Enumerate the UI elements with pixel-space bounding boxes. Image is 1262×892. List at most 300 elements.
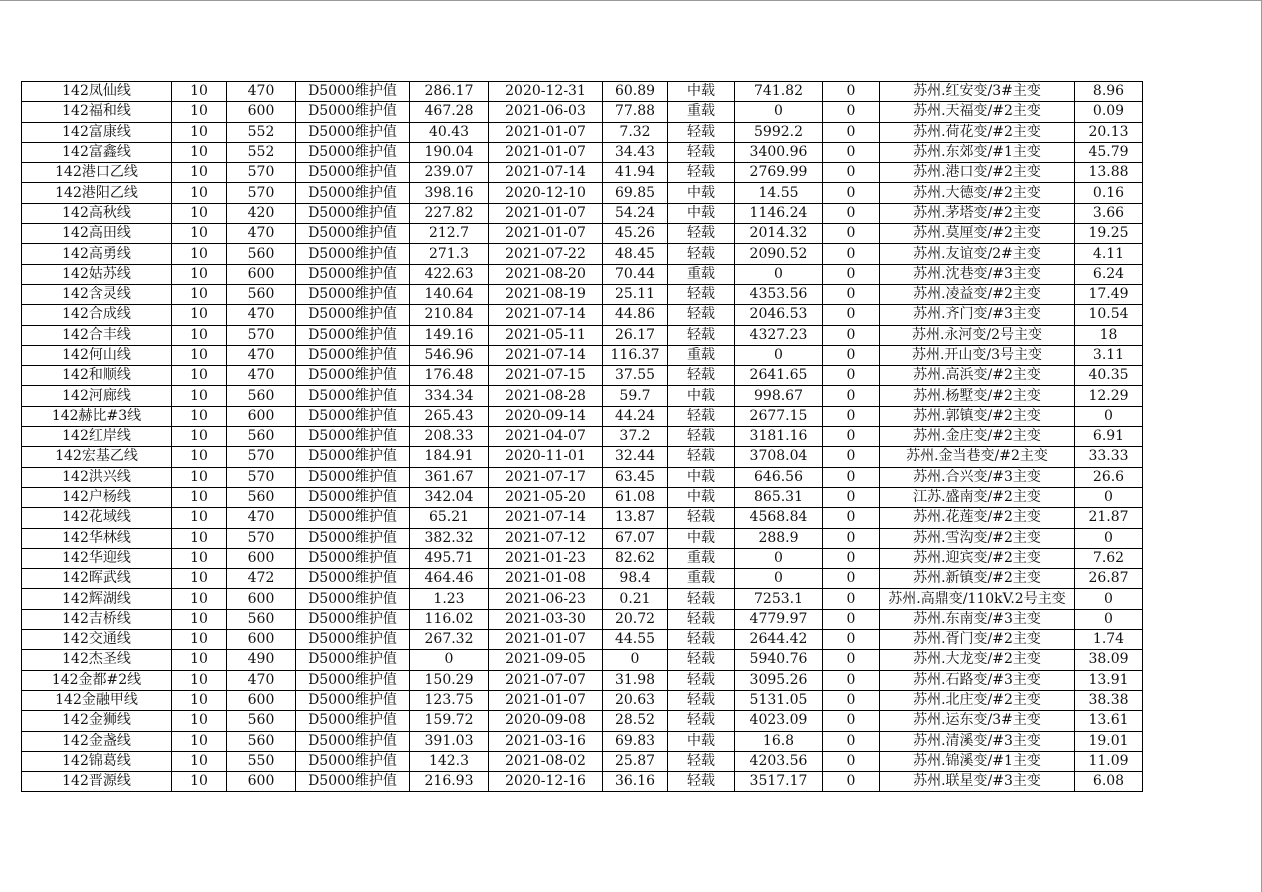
flag-cell: 0: [823, 203, 880, 223]
data-source-cell: D5000维护值: [296, 569, 410, 589]
value-cell: 3.66: [1075, 203, 1143, 223]
date-cell: 2021-01-07: [489, 122, 603, 142]
data-source-cell: D5000维护值: [296, 690, 410, 710]
feeder-load-table: [21, 81, 1143, 792]
data-source-cell: D5000维护值: [296, 650, 410, 670]
date-cell: 2020-09-08: [489, 711, 603, 731]
value-cell: 19.25: [1075, 224, 1143, 244]
load-level-cell: 轻载: [668, 284, 735, 304]
voltage-cell: 10: [172, 82, 227, 102]
table-row: [22, 731, 1143, 751]
value-cell: 13.88: [1075, 163, 1143, 183]
date-cell: 2020-11-01: [489, 447, 603, 467]
voltage-cell: 10: [172, 366, 227, 386]
capacity-margin-cell: 3517.17: [735, 772, 823, 792]
date-cell: 2020-12-16: [489, 772, 603, 792]
value-cell: 17.49: [1075, 284, 1143, 304]
substation-transformer-cell: 苏州.茅塔变/#2主变: [880, 203, 1075, 223]
capacity-margin-cell: 4203.56: [735, 751, 823, 771]
rated-current-cell: 420: [227, 203, 296, 223]
current-value-cell: 212.7: [410, 224, 489, 244]
date-cell: 2021-03-16: [489, 731, 603, 751]
capacity-margin-cell: 998.67: [735, 386, 823, 406]
flag-cell: 0: [823, 284, 880, 304]
load-level-cell: 轻载: [668, 122, 735, 142]
load-level-cell: 轻载: [668, 305, 735, 325]
voltage-cell: 10: [172, 650, 227, 670]
voltage-cell: 10: [172, 731, 227, 751]
load-level-cell: 轻载: [668, 670, 735, 690]
current-value-cell: 239.07: [410, 163, 489, 183]
load-rate-cell: 48.45: [603, 244, 668, 264]
date-cell: 2021-07-22: [489, 244, 603, 264]
voltage-cell: 10: [172, 305, 227, 325]
line-name-cell: 142高秋线: [22, 203, 172, 223]
line-name-cell: 142高田线: [22, 224, 172, 244]
capacity-margin-cell: 2644.42: [735, 630, 823, 650]
table-row: [22, 345, 1143, 365]
data-source-cell: D5000维护值: [296, 163, 410, 183]
table-row: [22, 406, 1143, 426]
capacity-margin-cell: 646.56: [735, 467, 823, 487]
load-rate-cell: 116.37: [603, 345, 668, 365]
date-cell: 2021-01-07: [489, 142, 603, 162]
rated-current-cell: 600: [227, 690, 296, 710]
load-level-cell: 轻载: [668, 224, 735, 244]
substation-transformer-cell: 苏州.金当巷变/#2主变: [880, 447, 1075, 467]
rated-current-cell: 570: [227, 447, 296, 467]
current-value-cell: 267.32: [410, 630, 489, 650]
data-source-cell: D5000维护值: [296, 731, 410, 751]
rated-current-cell: 470: [227, 345, 296, 365]
voltage-cell: 10: [172, 487, 227, 507]
table-row: [22, 386, 1143, 406]
table-row: [22, 224, 1143, 244]
line-name-cell: 142港口乙线: [22, 163, 172, 183]
load-level-cell: 轻载: [668, 447, 735, 467]
date-cell: 2021-08-19: [489, 284, 603, 304]
capacity-margin-cell: 4568.84: [735, 508, 823, 528]
value-cell: 13.91: [1075, 670, 1143, 690]
rated-current-cell: 600: [227, 548, 296, 568]
line-name-cell: 142合丰线: [22, 325, 172, 345]
flag-cell: 0: [823, 751, 880, 771]
rated-current-cell: 570: [227, 528, 296, 548]
load-level-cell: 轻载: [668, 772, 735, 792]
load-level-cell: 重载: [668, 345, 735, 365]
current-value-cell: 495.71: [410, 548, 489, 568]
current-value-cell: 398.16: [410, 183, 489, 203]
table-row: [22, 569, 1143, 589]
voltage-cell: 10: [172, 163, 227, 183]
data-source-cell: D5000维护值: [296, 305, 410, 325]
line-name-cell: 142户杨线: [22, 487, 172, 507]
voltage-cell: 10: [172, 548, 227, 568]
table-row: [22, 264, 1143, 284]
flag-cell: 0: [823, 670, 880, 690]
data-source-cell: D5000维护值: [296, 528, 410, 548]
load-rate-cell: 82.62: [603, 548, 668, 568]
load-level-cell: 轻载: [668, 630, 735, 650]
date-cell: 2021-01-07: [489, 203, 603, 223]
substation-transformer-cell: 苏州.雪沟变/#2主变: [880, 528, 1075, 548]
rated-current-cell: 560: [227, 711, 296, 731]
voltage-cell: 10: [172, 711, 227, 731]
value-cell: 18: [1075, 325, 1143, 345]
value-cell: 0: [1075, 528, 1143, 548]
data-source-cell: D5000维护值: [296, 224, 410, 244]
value-cell: 21.87: [1075, 508, 1143, 528]
capacity-margin-cell: 5992.2: [735, 122, 823, 142]
table-row: [22, 427, 1143, 447]
table-row: [22, 325, 1143, 345]
capacity-margin-cell: 2677.15: [735, 406, 823, 426]
rated-current-cell: 560: [227, 609, 296, 629]
load-rate-cell: 41.94: [603, 163, 668, 183]
date-cell: 2021-01-07: [489, 224, 603, 244]
data-source-cell: D5000维护值: [296, 284, 410, 304]
flag-cell: 0: [823, 731, 880, 751]
flag-cell: 0: [823, 487, 880, 507]
substation-transformer-cell: 苏州.东南变/#3主变: [880, 609, 1075, 629]
flag-cell: 0: [823, 224, 880, 244]
data-source-cell: D5000维护值: [296, 751, 410, 771]
date-cell: 2021-09-05: [489, 650, 603, 670]
rated-current-cell: 470: [227, 366, 296, 386]
rated-current-cell: 470: [227, 82, 296, 102]
voltage-cell: 10: [172, 284, 227, 304]
load-rate-cell: 37.55: [603, 366, 668, 386]
rated-current-cell: 570: [227, 325, 296, 345]
capacity-margin-cell: 5940.76: [735, 650, 823, 670]
capacity-margin-cell: 4327.23: [735, 325, 823, 345]
data-source-cell: D5000维护值: [296, 122, 410, 142]
value-cell: 3.11: [1075, 345, 1143, 365]
load-rate-cell: 63.45: [603, 467, 668, 487]
voltage-cell: 10: [172, 122, 227, 142]
load-rate-cell: 25.11: [603, 284, 668, 304]
current-value-cell: 208.33: [410, 427, 489, 447]
substation-transformer-cell: 苏州.迎宾变/#2主变: [880, 548, 1075, 568]
current-value-cell: 149.16: [410, 325, 489, 345]
current-value-cell: 184.91: [410, 447, 489, 467]
table-row: [22, 305, 1143, 325]
flag-cell: 0: [823, 589, 880, 609]
current-value-cell: 150.29: [410, 670, 489, 690]
load-rate-cell: 36.16: [603, 772, 668, 792]
load-rate-cell: 13.87: [603, 508, 668, 528]
load-level-cell: 轻载: [668, 427, 735, 447]
load-level-cell: 轻载: [668, 650, 735, 670]
value-cell: 6.08: [1075, 772, 1143, 792]
load-level-cell: 轻载: [668, 142, 735, 162]
voltage-cell: 10: [172, 224, 227, 244]
table-row: [22, 163, 1143, 183]
substation-transformer-cell: 苏州.合兴变/#3主变: [880, 467, 1075, 487]
line-name-cell: 142高勇线: [22, 244, 172, 264]
flag-cell: 0: [823, 244, 880, 264]
current-value-cell: 142.3: [410, 751, 489, 771]
flag-cell: 0: [823, 163, 880, 183]
current-value-cell: 342.04: [410, 487, 489, 507]
current-value-cell: 1.23: [410, 589, 489, 609]
current-value-cell: 116.02: [410, 609, 489, 629]
rated-current-cell: 600: [227, 102, 296, 122]
load-level-cell: 中载: [668, 183, 735, 203]
table-row: [22, 244, 1143, 264]
date-cell: 2021-07-07: [489, 670, 603, 690]
date-cell: 2021-01-07: [489, 630, 603, 650]
capacity-margin-cell: 3400.96: [735, 142, 823, 162]
data-source-cell: D5000维护值: [296, 244, 410, 264]
substation-transformer-cell: 苏州.永河变/2号主变: [880, 325, 1075, 345]
data-source-cell: D5000维护值: [296, 82, 410, 102]
capacity-margin-cell: 2046.53: [735, 305, 823, 325]
value-cell: 0.16: [1075, 183, 1143, 203]
line-name-cell: 142富康线: [22, 122, 172, 142]
capacity-margin-cell: 3708.04: [735, 447, 823, 467]
line-name-cell: 142金融甲线: [22, 690, 172, 710]
value-cell: 0: [1075, 609, 1143, 629]
load-level-cell: 重载: [668, 102, 735, 122]
load-rate-cell: 28.52: [603, 711, 668, 731]
load-rate-cell: 7.32: [603, 122, 668, 142]
capacity-margin-cell: 0: [735, 569, 823, 589]
load-level-cell: 轻载: [668, 508, 735, 528]
flag-cell: 0: [823, 528, 880, 548]
table-row: [22, 447, 1143, 467]
value-cell: 11.09: [1075, 751, 1143, 771]
flag-cell: 0: [823, 569, 880, 589]
substation-transformer-cell: 苏州.莫厘变/#2主变: [880, 224, 1075, 244]
data-source-cell: D5000维护值: [296, 508, 410, 528]
table-row: [22, 467, 1143, 487]
substation-transformer-cell: 苏州.花莲变/#2主变: [880, 508, 1075, 528]
date-cell: 2020-09-14: [489, 406, 603, 426]
capacity-margin-cell: 4779.97: [735, 609, 823, 629]
value-cell: 38.38: [1075, 690, 1143, 710]
load-rate-cell: 0: [603, 650, 668, 670]
load-rate-cell: 98.4: [603, 569, 668, 589]
value-cell: 45.79: [1075, 142, 1143, 162]
date-cell: 2021-01-07: [489, 690, 603, 710]
data-source-cell: D5000维护值: [296, 589, 410, 609]
load-level-cell: 轻载: [668, 325, 735, 345]
rated-current-cell: 470: [227, 224, 296, 244]
value-cell: 20.13: [1075, 122, 1143, 142]
data-source-cell: D5000维护值: [296, 427, 410, 447]
date-cell: 2021-04-07: [489, 427, 603, 447]
line-name-cell: 142晖武线: [22, 569, 172, 589]
load-rate-cell: 60.89: [603, 82, 668, 102]
data-source-cell: D5000维护值: [296, 183, 410, 203]
load-rate-cell: 54.24: [603, 203, 668, 223]
table-row: [22, 102, 1143, 122]
substation-transformer-cell: 苏州.开山变/3号主变: [880, 345, 1075, 365]
capacity-margin-cell: 1146.24: [735, 203, 823, 223]
load-level-cell: 重载: [668, 569, 735, 589]
table-row: [22, 122, 1143, 142]
rated-current-cell: 470: [227, 508, 296, 528]
value-cell: 10.54: [1075, 305, 1143, 325]
rated-current-cell: 560: [227, 284, 296, 304]
line-name-cell: 142吉桥线: [22, 609, 172, 629]
flag-cell: 0: [823, 325, 880, 345]
line-name-cell: 142花域线: [22, 508, 172, 528]
load-rate-cell: 69.85: [603, 183, 668, 203]
flag-cell: 0: [823, 548, 880, 568]
load-level-cell: 轻载: [668, 406, 735, 426]
capacity-margin-cell: 14.55: [735, 183, 823, 203]
page-border-top: [0, 0, 1262, 1]
date-cell: 2021-07-14: [489, 163, 603, 183]
line-name-cell: 142合成线: [22, 305, 172, 325]
date-cell: 2021-07-15: [489, 366, 603, 386]
value-cell: 0: [1075, 487, 1143, 507]
value-cell: 40.35: [1075, 366, 1143, 386]
line-name-cell: 142何山线: [22, 345, 172, 365]
table-row: [22, 630, 1143, 650]
value-cell: 0: [1075, 589, 1143, 609]
load-rate-cell: 20.63: [603, 690, 668, 710]
voltage-cell: 10: [172, 406, 227, 426]
load-level-cell: 轻载: [668, 609, 735, 629]
flag-cell: 0: [823, 406, 880, 426]
capacity-margin-cell: 2014.32: [735, 224, 823, 244]
voltage-cell: 10: [172, 772, 227, 792]
load-rate-cell: 25.87: [603, 751, 668, 771]
substation-transformer-cell: 苏州.大德变/#2主变: [880, 183, 1075, 203]
data-source-cell: D5000维护值: [296, 203, 410, 223]
substation-transformer-cell: 苏州.东郊变/#1主变: [880, 142, 1075, 162]
capacity-margin-cell: 2641.65: [735, 366, 823, 386]
data-source-cell: D5000维护值: [296, 102, 410, 122]
date-cell: 2021-08-20: [489, 264, 603, 284]
substation-transformer-cell: 苏州.锦溪变/#1主变: [880, 751, 1075, 771]
date-cell: 2021-07-12: [489, 528, 603, 548]
substation-transformer-cell: 江苏.盛南变/#2主变: [880, 487, 1075, 507]
flag-cell: 0: [823, 711, 880, 731]
current-value-cell: 464.46: [410, 569, 489, 589]
line-name-cell: 142含灵线: [22, 284, 172, 304]
current-value-cell: 0: [410, 650, 489, 670]
line-name-cell: 142洪兴线: [22, 467, 172, 487]
capacity-margin-cell: 0: [735, 548, 823, 568]
rated-current-cell: 560: [227, 731, 296, 751]
date-cell: 2021-01-08: [489, 569, 603, 589]
load-level-cell: 中载: [668, 528, 735, 548]
table-row: [22, 609, 1143, 629]
voltage-cell: 10: [172, 102, 227, 122]
capacity-margin-cell: 4023.09: [735, 711, 823, 731]
load-rate-cell: 26.17: [603, 325, 668, 345]
rated-current-cell: 470: [227, 305, 296, 325]
current-value-cell: 391.03: [410, 731, 489, 751]
load-level-cell: 中载: [668, 203, 735, 223]
line-name-cell: 142富鑫线: [22, 142, 172, 162]
load-rate-cell: 77.88: [603, 102, 668, 122]
table-row: [22, 142, 1143, 162]
rated-current-cell: 490: [227, 650, 296, 670]
load-rate-cell: 44.86: [603, 305, 668, 325]
voltage-cell: 10: [172, 264, 227, 284]
substation-transformer-cell: 苏州.郭镇变/#2主变: [880, 406, 1075, 426]
table-row: [22, 487, 1143, 507]
line-name-cell: 142河廊线: [22, 386, 172, 406]
value-cell: 19.01: [1075, 731, 1143, 751]
date-cell: 2021-05-11: [489, 325, 603, 345]
load-rate-cell: 37.2: [603, 427, 668, 447]
data-source-cell: D5000维护值: [296, 366, 410, 386]
substation-transformer-cell: 苏州.友谊变/2#主变: [880, 244, 1075, 264]
line-name-cell: 142港阳乙线: [22, 183, 172, 203]
rated-current-cell: 570: [227, 467, 296, 487]
voltage-cell: 10: [172, 751, 227, 771]
voltage-cell: 10: [172, 203, 227, 223]
data-source-cell: D5000维护值: [296, 548, 410, 568]
table-row: [22, 772, 1143, 792]
capacity-margin-cell: 4353.56: [735, 284, 823, 304]
value-cell: 6.24: [1075, 264, 1143, 284]
current-value-cell: 123.75: [410, 690, 489, 710]
substation-transformer-cell: 苏州.北庄变/#2主变: [880, 690, 1075, 710]
rated-current-cell: 600: [227, 772, 296, 792]
table-row: [22, 670, 1143, 690]
data-source-cell: D5000维护值: [296, 467, 410, 487]
load-rate-cell: 44.24: [603, 406, 668, 426]
substation-transformer-cell: 苏州.清溪变/#3主变: [880, 731, 1075, 751]
current-value-cell: 265.43: [410, 406, 489, 426]
capacity-margin-cell: 0: [735, 102, 823, 122]
capacity-margin-cell: 16.8: [735, 731, 823, 751]
flag-cell: 0: [823, 772, 880, 792]
data-source-cell: D5000维护值: [296, 142, 410, 162]
data-source-cell: D5000维护值: [296, 325, 410, 345]
capacity-margin-cell: 2769.99: [735, 163, 823, 183]
value-cell: 38.09: [1075, 650, 1143, 670]
substation-transformer-cell: 苏州.高鼎变/110kV.2号主变: [880, 589, 1075, 609]
voltage-cell: 10: [172, 609, 227, 629]
line-name-cell: 142杰圣线: [22, 650, 172, 670]
substation-transformer-cell: 苏州.金庄变/#2主变: [880, 427, 1075, 447]
current-value-cell: 176.48: [410, 366, 489, 386]
substation-transformer-cell: 苏州.港口变/#2主变: [880, 163, 1075, 183]
line-name-cell: 142宏基乙线: [22, 447, 172, 467]
flag-cell: 0: [823, 630, 880, 650]
line-name-cell: 142晋源线: [22, 772, 172, 792]
substation-transformer-cell: 苏州.沈巷变/#3主变: [880, 264, 1075, 284]
rated-current-cell: 552: [227, 122, 296, 142]
voltage-cell: 10: [172, 528, 227, 548]
table-row: [22, 203, 1143, 223]
capacity-margin-cell: 865.31: [735, 487, 823, 507]
voltage-cell: 10: [172, 427, 227, 447]
voltage-cell: 10: [172, 589, 227, 609]
load-rate-cell: 69.83: [603, 731, 668, 751]
load-rate-cell: 34.43: [603, 142, 668, 162]
load-rate-cell: 61.08: [603, 487, 668, 507]
rated-current-cell: 560: [227, 244, 296, 264]
value-cell: 6.91: [1075, 427, 1143, 447]
rated-current-cell: 600: [227, 264, 296, 284]
current-value-cell: 227.82: [410, 203, 489, 223]
rated-current-cell: 570: [227, 163, 296, 183]
current-value-cell: 382.32: [410, 528, 489, 548]
date-cell: 2021-07-14: [489, 508, 603, 528]
current-value-cell: 334.34: [410, 386, 489, 406]
flag-cell: 0: [823, 142, 880, 162]
data-source-cell: D5000维护值: [296, 772, 410, 792]
